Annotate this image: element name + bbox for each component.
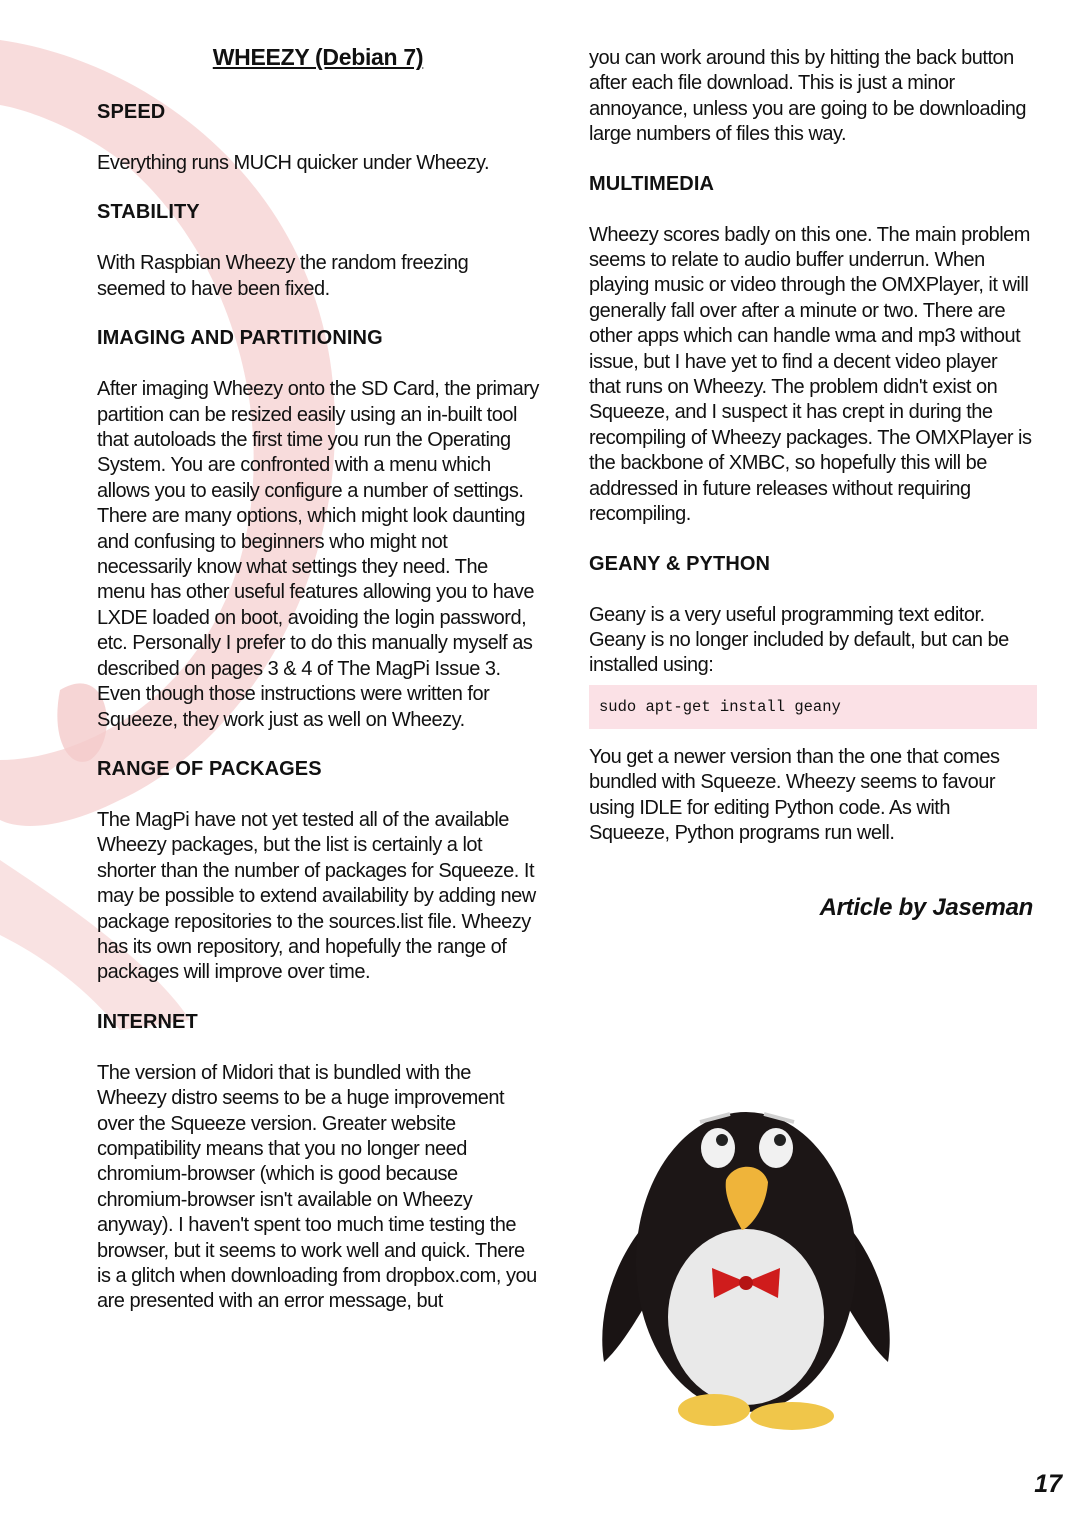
speed-heading: SPEED bbox=[97, 101, 166, 123]
page-number: 17 bbox=[1034, 1470, 1062, 1498]
imaging-heading: IMAGING AND PARTITIONING bbox=[97, 327, 383, 350]
packages-heading: RANGE OF PACKAGES bbox=[97, 757, 322, 780]
stability-heading: STABILITY bbox=[97, 201, 200, 224]
multimedia-text: Wheezy scores badly on this one. The main problem seems to relate to audio buffer underrun. When playing music or video through the OMXPlayer, it will generally fall over after a minute or two. There are other apps which can handle wma and mp3 without issue, but I have yet to find a decent video player that runs on Wheezy. The problem didn't exist on Squeeze, and I suspect it has crept in during the recompiling of Wheezy packages. The OMXPlayer is the backbone of XMBC, so hopefully this will be addressed in future releases without requiring recompiling. bbox=[589, 223, 1032, 526]
geany-after-text: You get a newer version than the one that comes bundled with Squeeze. Wheezy seems to favour using IDLE for editing Python code. As with Squeeze, Python programs run well. bbox=[589, 745, 1000, 844]
article-title: WHEEZY (Debian 7) bbox=[212, 44, 424, 70]
speed-text: Everything runs MUCH quicker under Wheezy. bbox=[97, 152, 490, 174]
article-byline: Article by Jaseman bbox=[819, 894, 1033, 922]
multimedia-heading: MULTIMEDIA bbox=[589, 172, 715, 195]
penguin-plush-image bbox=[596, 1062, 896, 1432]
left-column bbox=[97, 44, 539, 1340]
internet-heading: INTERNET bbox=[97, 1010, 198, 1033]
imaging-text: After imaging Wheezy onto the SD Card, the primary partition can be resized easily using an in-built tool that autoloads the first time you run the Operating System. You are confronted with a menu which allows you to easily configure a number of settings. There are many options, which might look daunting and confusing to beginners who might not necessarily know what settings they need. The menu has other useful features allowing you to have LXDE loaded on boot, avoiding the login password, etc. Personally I prefer to do this manually myself as described on pages 3 & 4 of The MagPi Issue 3. Even though those instructions were written for Squeeze, they work just as well on Wheezy. bbox=[97, 378, 539, 731]
packages-text: The MagPi have not yet tested all of the available Wheezy packages, but the list is certainly a lot shorter than the number of packages for Squeeze. It may be possible to extend availability by adding new package repositories to the sources.list file. Wheezy has its own repository, and hopefully the range of packages will improve over time. bbox=[97, 808, 536, 984]
geany-heading: GEANY & PYTHON bbox=[589, 552, 771, 575]
geany-text: Geany is a very useful programming text editor. Geany is no longer included by default, but can be installed using: bbox=[589, 603, 1009, 677]
install-command-code: sudo apt-get install geany bbox=[589, 685, 1037, 729]
stability-text: With Raspbian Wheezy the random freezing seemed to have been fixed. bbox=[97, 252, 469, 300]
internet-text-continued: you can work around this by hitting the back button after each file download. This is just a minor annoyance, unless you are going to be downloading large numbers of files this way. bbox=[589, 47, 1026, 146]
right-column bbox=[589, 46, 1033, 922]
internet-text: The version of Midori that is bundled with the Wheezy distro seems to be a huge improvement over the Squeeze version. Greater website compatibility means that you no longer need chromium-browser (which is good because chromium-browser isn't available on Wheezy anyway). I haven't spent too much time testing the browser, but it seems to work well and quick. There is a glitch when downloading from dropbox.com, you are presented with an error message, but bbox=[97, 1061, 537, 1313]
